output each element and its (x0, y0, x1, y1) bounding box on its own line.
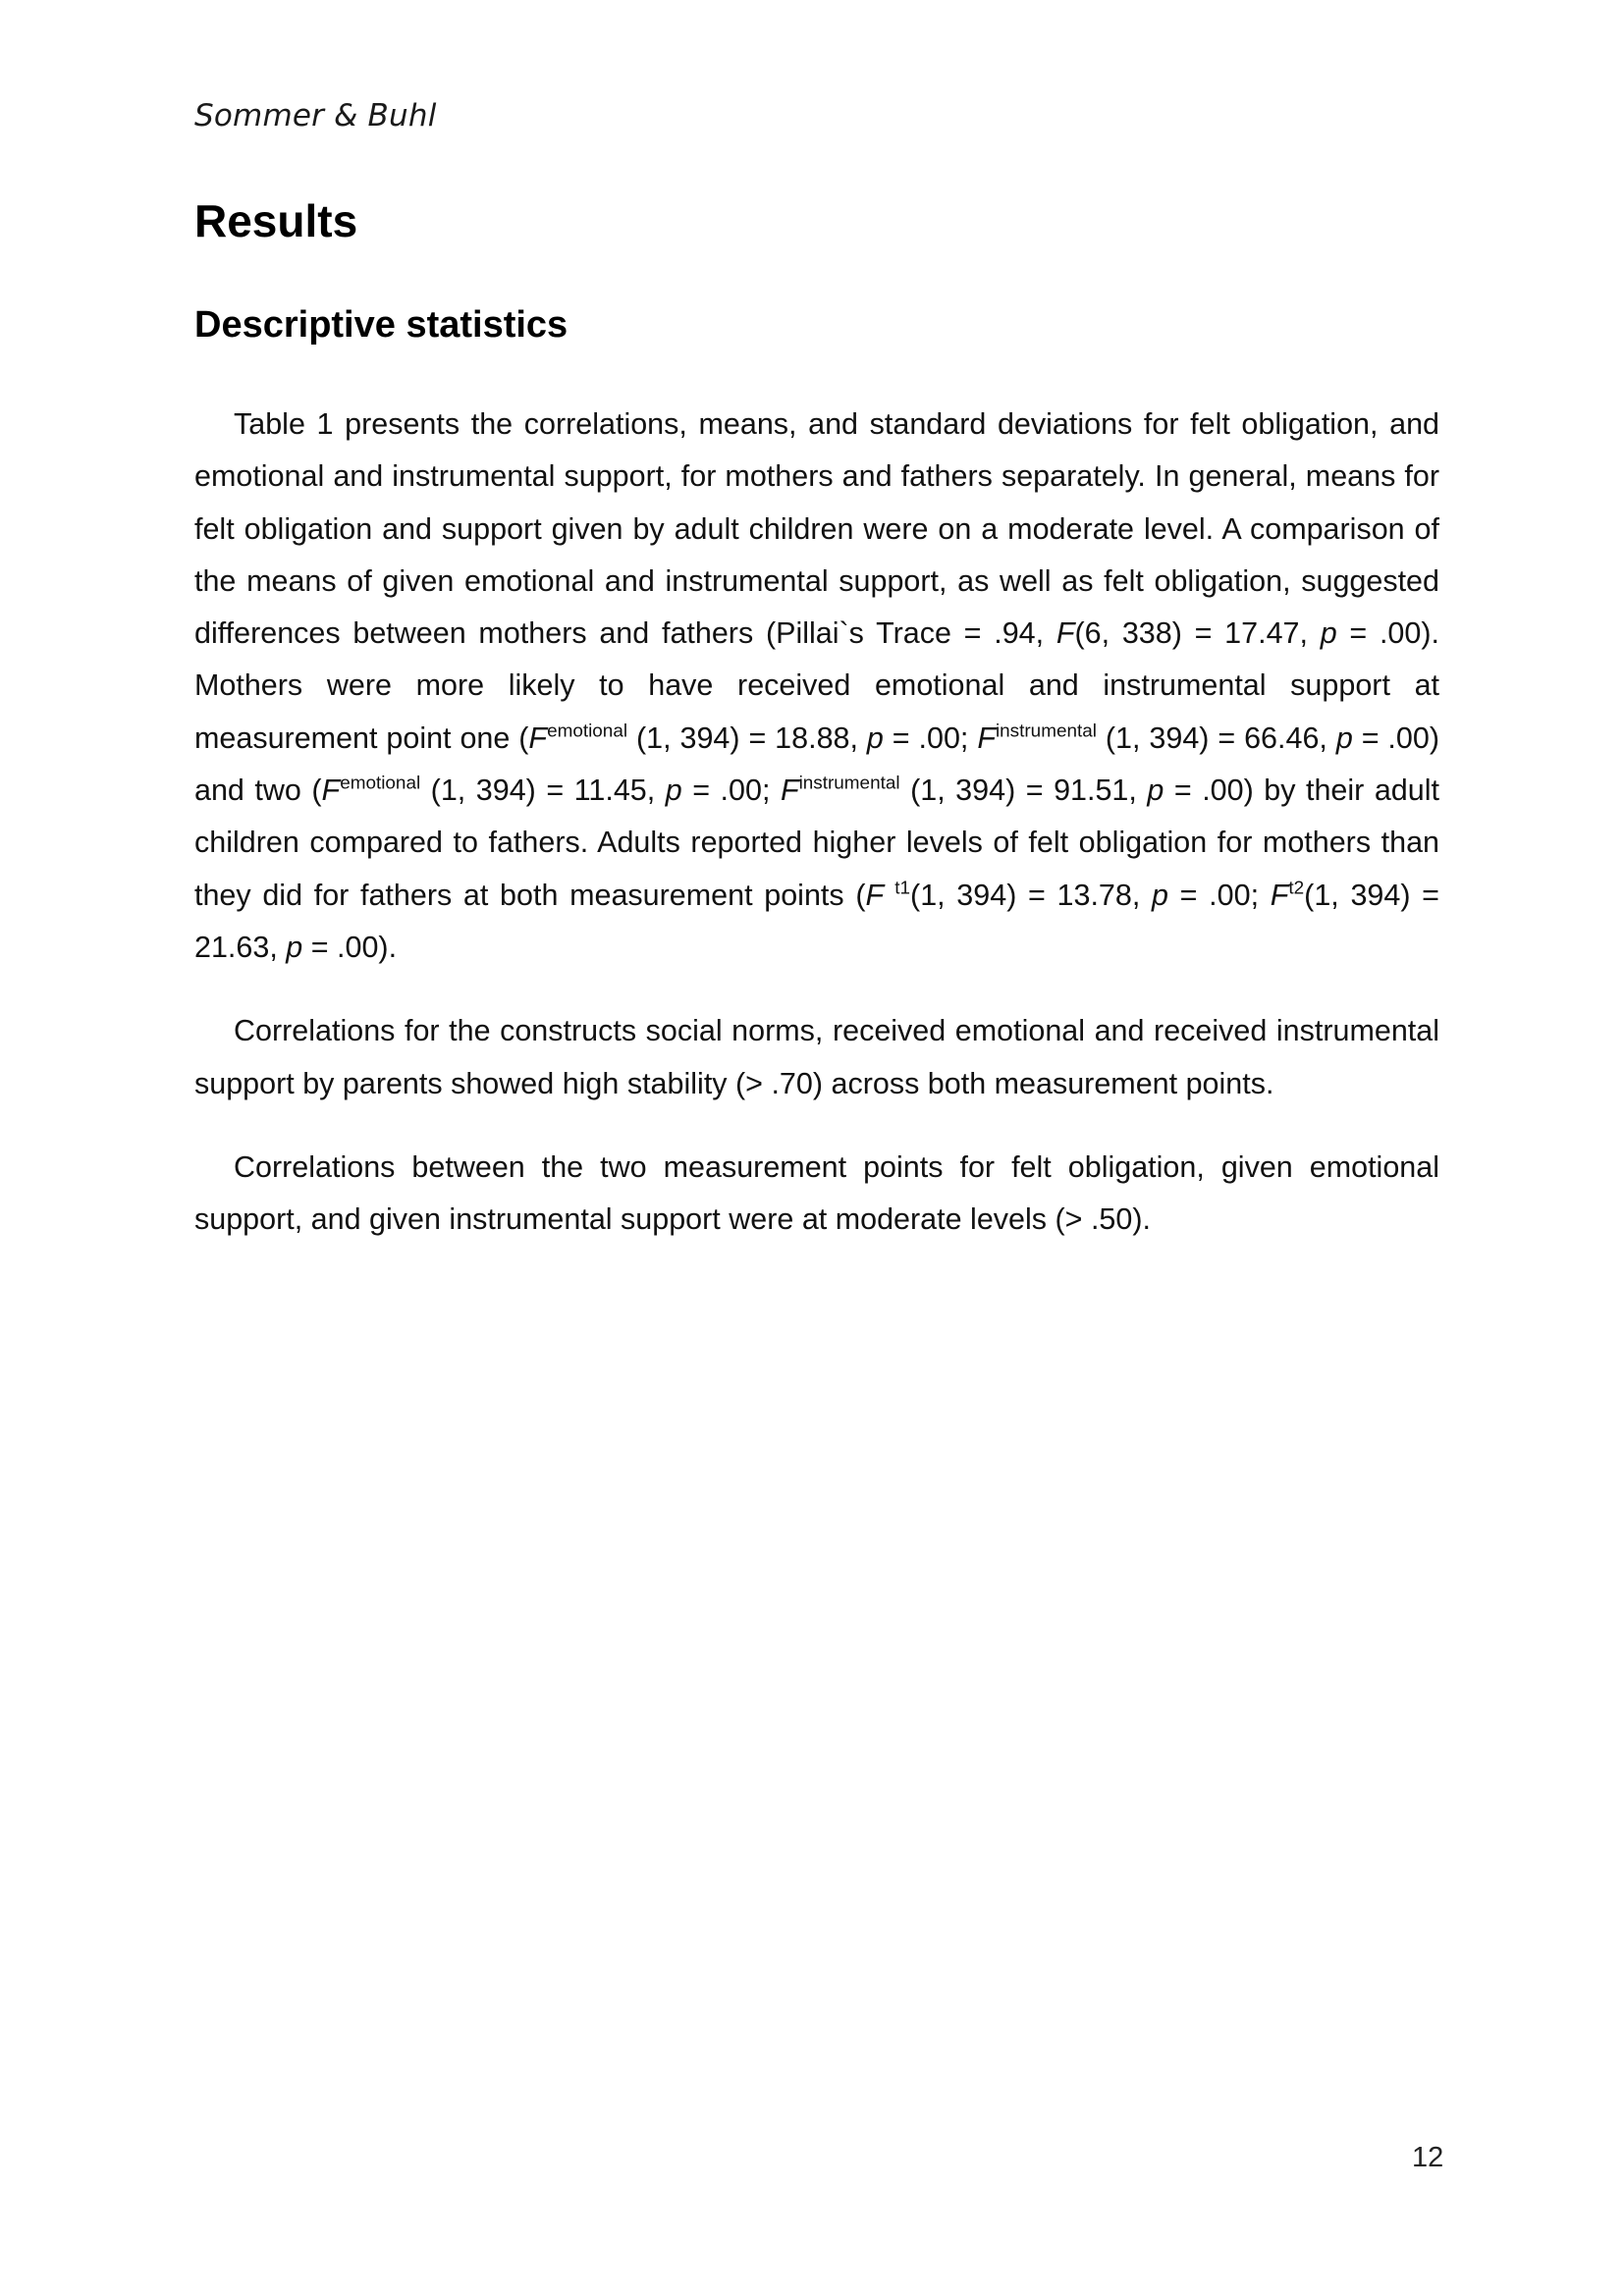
subsection-title: Descriptive statistics (194, 304, 568, 346)
paragraph-stability: Correlations for the constructs social norms, received emotional and received instrumental support by parents showed high stability (> .70) across both measurement points. (194, 1014, 1439, 1100)
running-head: Sommer & Buhl (194, 98, 437, 133)
paragraph-table-summary: Table 1 presents the correlations, means, and standard deviations for felt obligation, and emotional and instrumental support, for mothers and fathers separately. In general, means for felt obligation and support given by adult children were on a moderate level. A comparison of the means of given emotional and instrumental support, as well as felt obligation, suggested differences between mothers and fathers (Pillai`s Trace = .94, F(6, 338) = 17.47, p = .00). Mothers were more likely to have received emotional and instrumental support at measurement point one ($F^{emotional}$ (1, 394) = 18.88, p = .00; $F^{instrumental}$ (1, 394) = 66.46, p = .00) and two ($F^{emotional}$ (1, 394) = 11.45, p = .00; $F^{instrumental}$ (1, 394) = 91.51, p = .00) by their adult children compared to fathers. Adults reported higher levels of felt obligation for mothers than they did for fathers at both measurement points (F $^{t1}$(1, 394) = 13.78, p = .00; $F^{t2}(1$, 394) = 21.63, p = .00). (194, 407, 1439, 964)
body-text (194, 399, 1439, 1277)
paragraph-moderate-correlations: Correlations between the two measurement points for felt obligation, given emotional support, and given instrumental support were at moderate levels (> .50). (194, 1149, 1439, 1237)
section-title: Results (194, 195, 358, 246)
page-number: 12 (1412, 2142, 1444, 2173)
